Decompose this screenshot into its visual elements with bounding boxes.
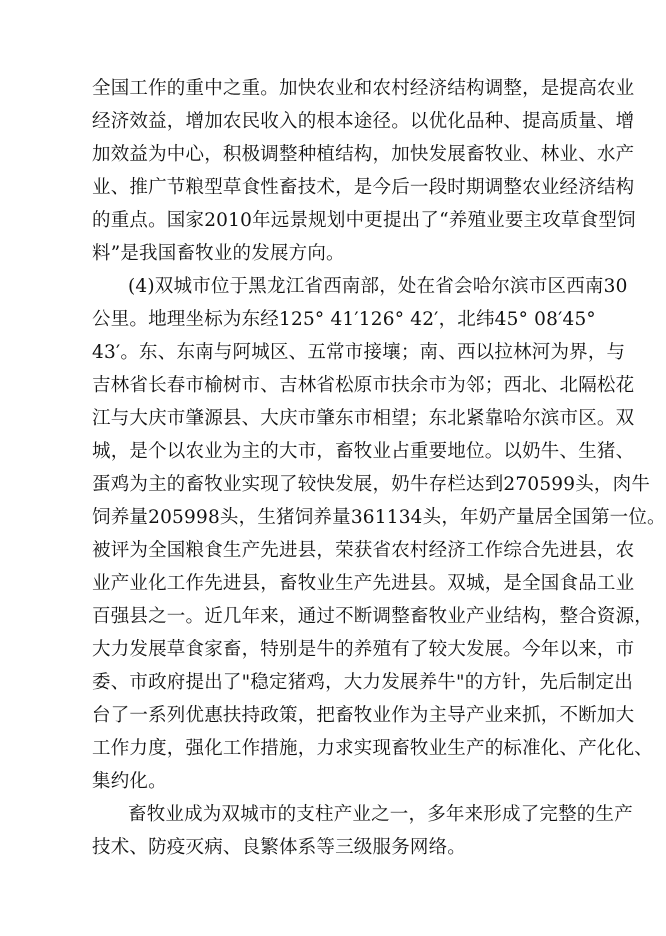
text-line-11: 江与大庆市肇源县、大庆市肇东市相望；东北紧靠哈尔滨市区。双 [92, 408, 635, 429]
text-line-5: 的重点。国家2010年远景规划中更提出了“养殖业要主攻草食型饲 [92, 210, 636, 231]
text-line-24: 技术、防疫灭病、良繁体系等三级服务网络。 [92, 837, 467, 858]
text-line-1: 全国工作的重中之重。加快农业和农村经济结构调整，是提高农业 [92, 78, 635, 99]
text-line-4: 业、推广节粮型草食性畜技术，是今后一段时期调整农业经济结构 [92, 177, 635, 198]
text-line-19: 委、市政府提出了"稳定猪鸡，大力发展养牛"的方针，先后制定出 [92, 672, 634, 693]
paragraph-4-start: (4)双城市位于黑龙江省西南部，处在省会哈尔滨市区西南30 [128, 276, 628, 297]
text-line-8: 公里。地理坐标为东经125° 41′126° 42′，北纬45° 08′45° [92, 309, 596, 330]
text-line-20: 台了一系列优惠扶持政策，把畜牧业作为主导产业来抓，不断加大 [92, 705, 635, 726]
text-line-14: 饲养量205998头，生猪饲养量361134头，年奶产量居全国第一位。 [92, 507, 666, 528]
text-line-6: 料”是我国畜牧业的发展方向。 [92, 243, 345, 264]
text-line-15: 被评为全国粮食生产先进县，荣获省农村经济工作综合先进县，农 [92, 540, 635, 561]
text-line-21: 工作力度，强化工作措施，力求实现畜牧业生产的标准化、产化化、 [92, 738, 654, 759]
paragraph-5-start: 畜牧业成为双城市的支柱产业之一，多年来形成了完整的生产 [128, 804, 633, 825]
text-line-9: 43′。东、东南与阿城区、五常市接壤；南、西以拉林河为界，与 [92, 342, 626, 363]
body-text [92, 72, 666, 864]
text-line-10: 吉林省长春市榆树市、吉林省松原市扶余市为邻；西北、北隔松花 [92, 375, 635, 396]
text-line-13: 蛋鸡为主的畜牧业实现了较快发展，奶牛存栏达到270599头，肉牛 [92, 474, 651, 495]
text-line-18: 大力发展草食家畜，特别是牛的养殖有了较大发展。今年以来，市 [92, 639, 635, 660]
text-line-2: 经济效益，增加农民收入的根本途径。以优化品种、提高质量、增 [92, 111, 635, 132]
text-line-16: 业产业化工作先进县，畜牧业生产先进县。双城，是全国食品工业 [92, 573, 635, 594]
text-line-12: 城，是个以农业为主的大市，畜牧业占重要地位。以奶牛、生猪、 [92, 441, 635, 462]
text-line-22: 集约化。 [92, 771, 167, 792]
text-line-17: 百强县之一。近几年来，通过不断调整畜牧业产业结构，整合资源， [92, 606, 654, 627]
text-line-3: 加效益为中心，积极调整种植结构，加快发展畜牧业、林业、水产 [92, 144, 635, 165]
